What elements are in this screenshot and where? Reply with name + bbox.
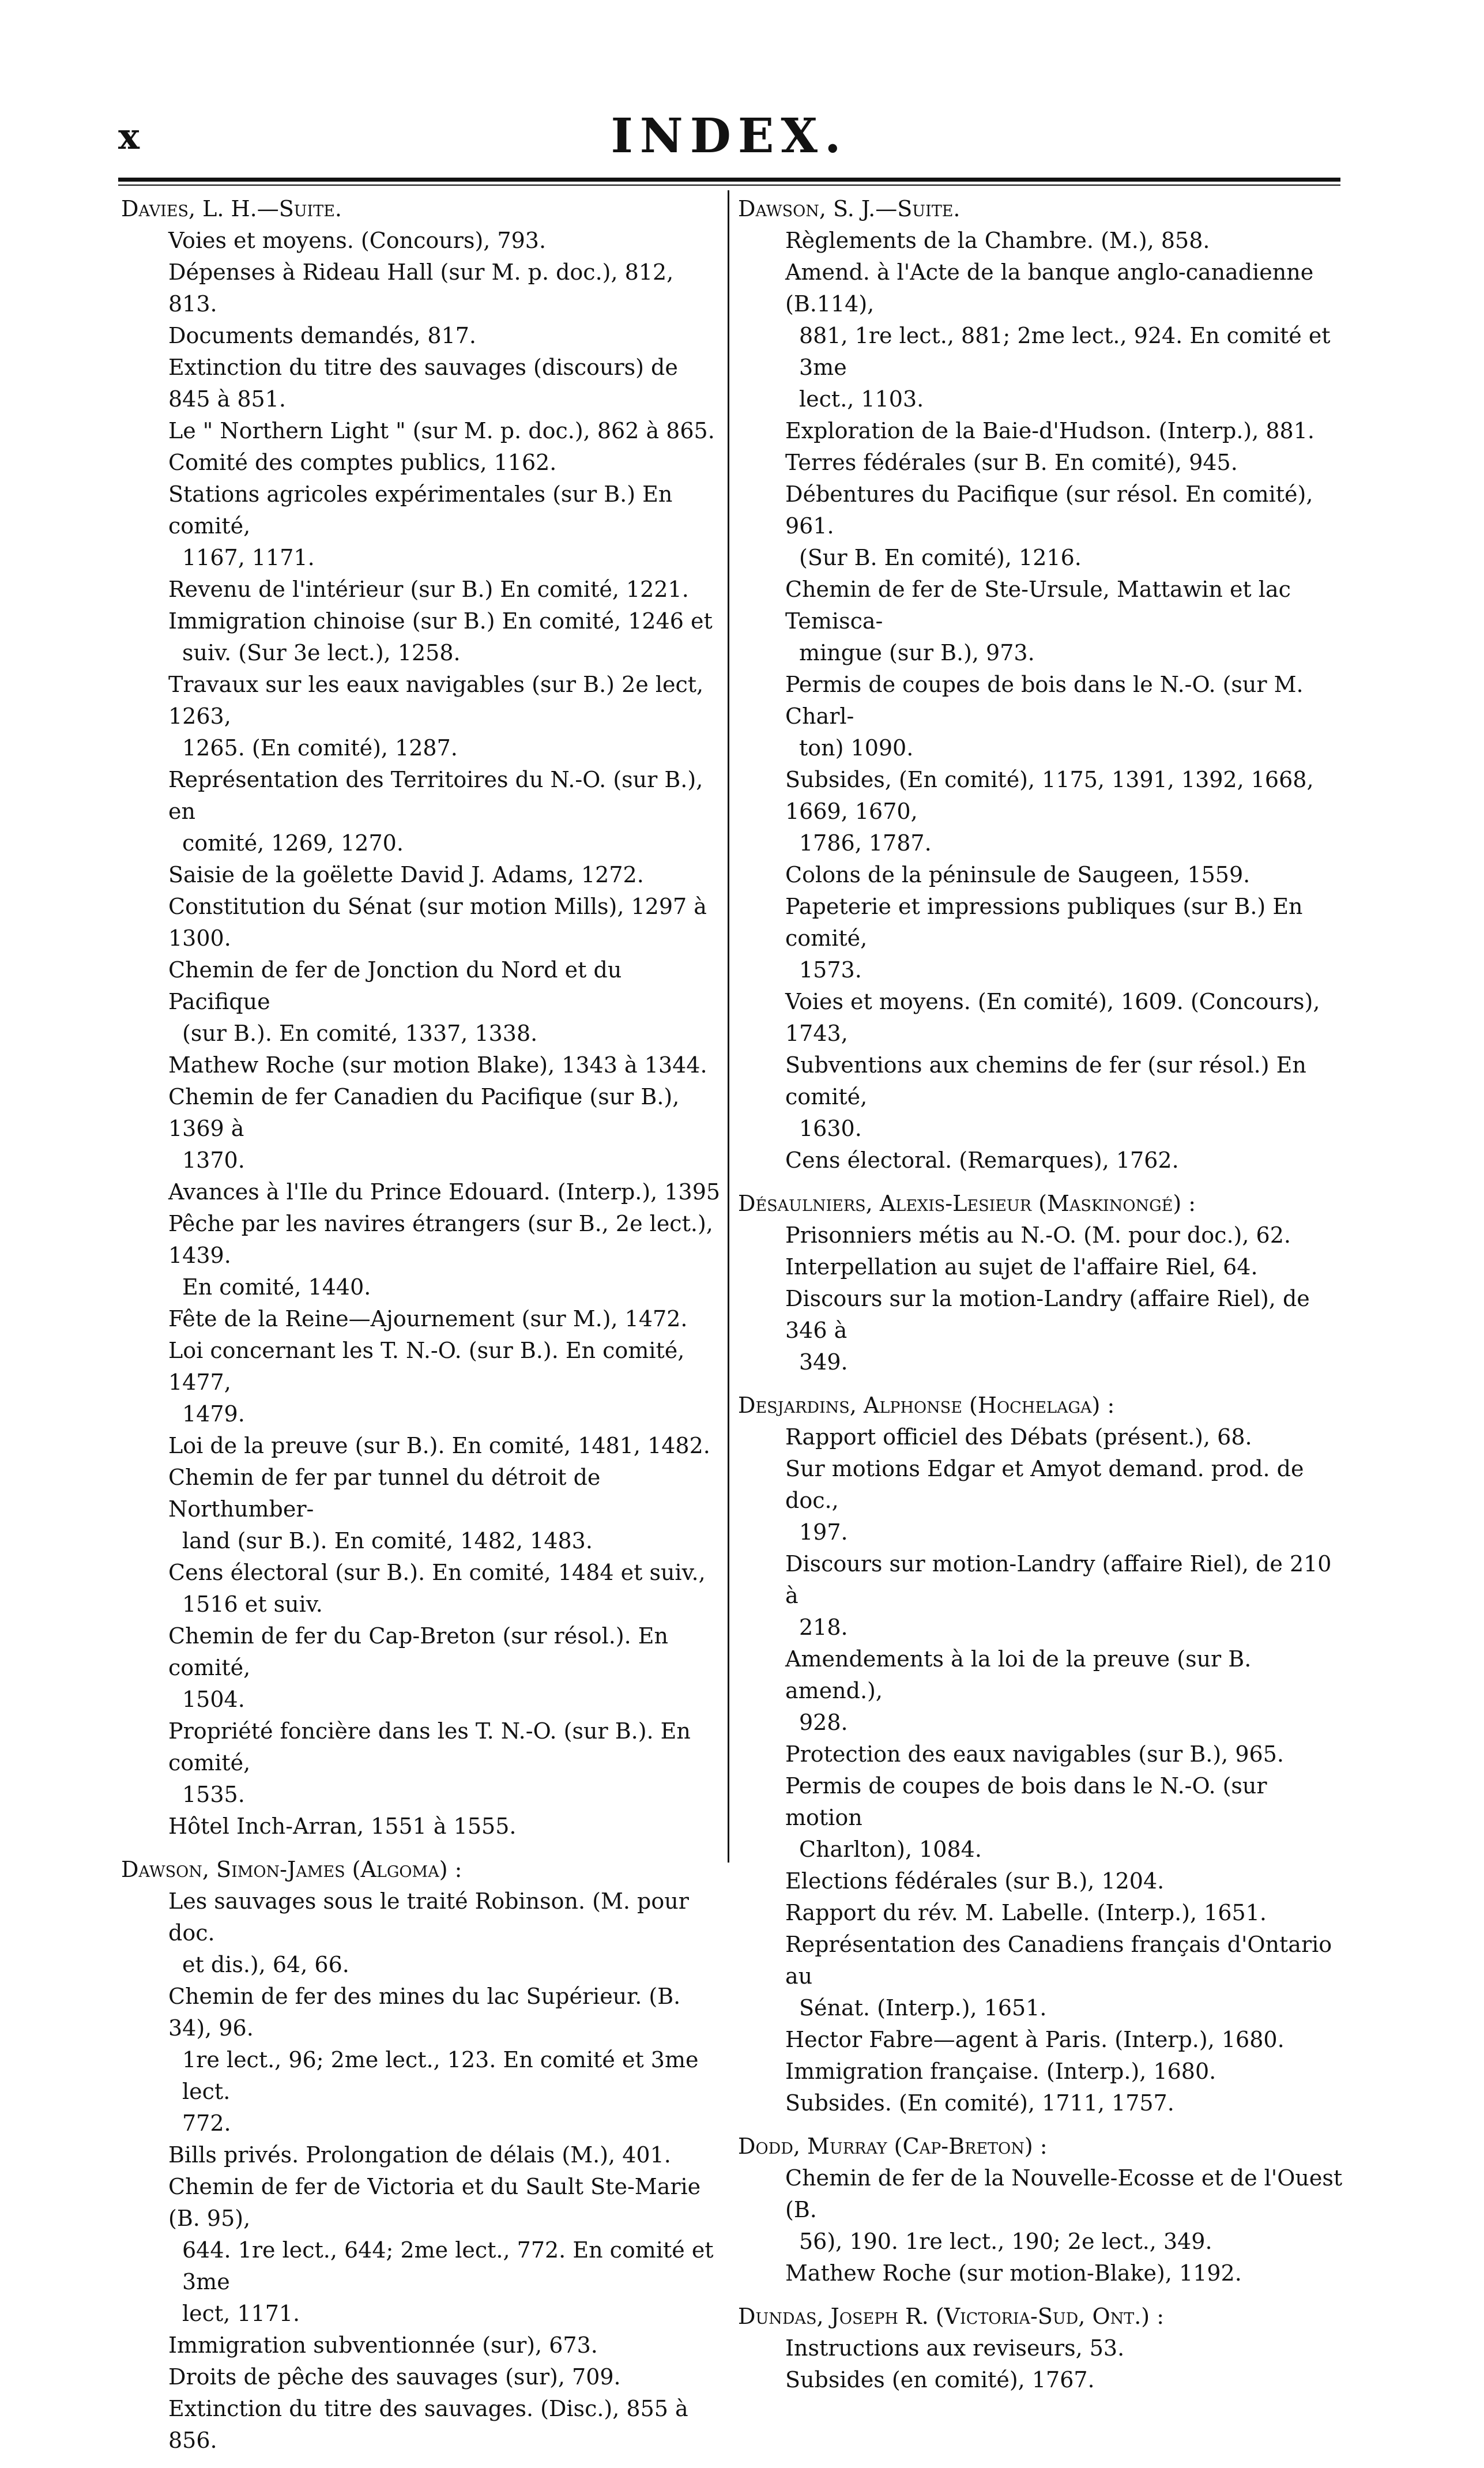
index-subentry-line: Documents demandés, 817. [168, 323, 477, 348]
index-subentry-line: Fête de la Reine—Ajournement (sur M.), 1472. [168, 1306, 688, 1331]
index-subentry-line: 644. 1re lect., 644; 2me lect., 772. En comité et 3me [182, 2237, 714, 2294]
index-subentry-line: Règlements de la Chambre. (M.), 858. [785, 228, 1210, 253]
index-subentry-line: Dépenses à Rideau Hall (sur M. p. doc.), 812, 813. [168, 259, 674, 317]
index-subentry-line: 1504. [182, 1687, 245, 1712]
index-subentry-line: En comité, 1440. [182, 1274, 371, 1300]
index-subentry-line: 197. [799, 1519, 848, 1545]
index-subentry [121, 1462, 721, 1557]
index-entry-heading: Davies, L. H.—Suite. [121, 196, 342, 221]
index-subentry [121, 225, 721, 257]
index-subentry [121, 1303, 721, 1335]
index-subentry-line: Propriété foncière dans les T. N.-O. (sur B.). En comité, [168, 1718, 691, 1775]
index-subentry-line: Stations agricoles expérimentales (sur B.) En comité, [168, 481, 673, 539]
index-subentry-line: Avances à l'Ile du Prince Edouard. (Interp.), 1395 [168, 1179, 721, 1205]
index-subentry-line: Instructions aux reviseurs, 53. [785, 2335, 1125, 2361]
index-subentry-line: Protection des eaux navigables (sur B.), 965. [785, 1741, 1284, 1767]
index-subentry-line: 349. [799, 1349, 848, 1375]
index-subentry [121, 352, 721, 415]
index-subentry-line: Chemin de fer par tunnel du détroit de Northumber- [168, 1465, 601, 1522]
index-subentry-line: Extinction du titre des sauvages. (Disc.), 855 à 856. [168, 2396, 688, 2453]
index-subentry-line: Chemin de fer du Cap-Breton (sur résol.). En comité, [168, 1623, 669, 1680]
index-subentry [738, 1283, 1349, 1378]
index-subentry-line: Mathew Roche (sur motion Blake), 1343 à 1344. [168, 1052, 707, 1078]
index-subentry [738, 479, 1349, 574]
index-subentry [121, 605, 721, 669]
index-subentry [121, 2171, 721, 2330]
index-subentry-line: Droits de pêche des sauvages (sur), 709. [168, 2364, 621, 2390]
index-subentry [121, 2139, 721, 2171]
index-subentry-line: Cens électoral. (Remarques), 1762. [785, 1148, 1179, 1173]
index-subentry [738, 859, 1349, 891]
index-subentry [121, 954, 721, 1049]
index-subentry-line: 218. [799, 1615, 848, 1640]
index-subentry [738, 2024, 1349, 2056]
index-entry [121, 193, 721, 1842]
index-subentry [738, 2258, 1349, 2289]
index-subentry-line: 1265. (En comité), 1287. [182, 735, 458, 761]
index-subentry [738, 1929, 1349, 2024]
index-entry-heading: Dodd, Murray (Cap-Breton) : [738, 2134, 1048, 2159]
index-subentry-line: 772. [182, 2110, 231, 2136]
index-subentry [121, 415, 721, 447]
index-subentry-line: Revenu de l'intérieur (sur B.) En comité, 1221. [168, 577, 689, 602]
index-subentry-line: Constitution du Sénat (sur motion Mills), 1297 à 1300. [168, 894, 707, 951]
page-number: x [118, 115, 140, 157]
index-subentry [121, 320, 721, 352]
index-subentry [121, 1620, 721, 1715]
index-entry [738, 2131, 1349, 2289]
index-subentry-line: 1786, 1787. [799, 830, 932, 856]
index-subentry-line: 881, 1re lect., 881; 2me lect., 924. En comité et 3me [799, 323, 1331, 380]
index-subentry-line: 1re lect., 96; 2me lect., 123. En comité et 3me lect. [182, 2047, 699, 2104]
index-entry-heading: Désaulniers, Alexis-Lesieur (Maskinongé) : [738, 1191, 1196, 1216]
index-subentry-line: Représentation des Territoires du N.-O. (sur B.), en [168, 767, 703, 824]
index-subentry [121, 2361, 721, 2393]
index-subentry-line: 56), 190. 1re lect., 190; 2e lect., 349. [799, 2229, 1212, 2254]
index-subentry-line: Voies et moyens. (Concours), 793. [168, 228, 547, 253]
index-subentry-line: (Sur B. En comité), 1216. [799, 545, 1082, 570]
index-subentry [738, 2056, 1349, 2087]
index-subentry [121, 1715, 721, 1811]
index-subentry-line: 928. [799, 1710, 848, 1735]
index-subentry [121, 1981, 721, 2139]
index-subentry-line: Le " Northern Light " (sur M. p. doc.), 862 à 865. [168, 418, 715, 443]
index-subentry-line: Rapport officiel des Débats (présent.), 68. [785, 1424, 1252, 1450]
index-subentry-line: 1370. [182, 1148, 245, 1173]
index-subentry-line: Chemin de fer de Ste-Ursule, Mattawin et lac Temisca- [785, 577, 1291, 634]
index-subentry [738, 764, 1349, 859]
right-column [738, 193, 1349, 2407]
index-entry [738, 193, 1349, 1176]
index-subentry-line: 1516 et suiv. [182, 1592, 323, 1617]
index-subentry-line: Amend. à l'Acte de la banque anglo-canadienne (B.114), [785, 259, 1314, 317]
index-entry-heading: Dundas, Joseph R. (Victoria-Sud, Ont.) : [738, 2304, 1165, 2329]
index-subentry-line: Sénat. (Interp.), 1651. [799, 1995, 1047, 2021]
index-subentry-line: Rapport du rév. M. Labelle. (Interp.), 1651. [785, 1900, 1267, 1925]
index-entry [738, 1390, 1349, 2119]
index-subentry [121, 1811, 721, 1842]
index-subentry-line: 1479. [182, 1401, 245, 1427]
index-subentry-line: Chemin de fer de Victoria et du Sault Ste-Marie (B. 95), [168, 2174, 701, 2231]
index-subentry-line: Saisie de la goëlette David J. Adams, 1272. [168, 862, 644, 887]
index-subentry-line: Extinction du titre des sauvages (discours) de 845 à 851. [168, 355, 678, 412]
index-subentry-line: Exploration de la Baie-d'Hudson. (Interp.), 881. [785, 418, 1314, 443]
index-subentry [121, 669, 721, 764]
index-subentry-line: Interpellation au sujet de l'affaire Riel, 64. [785, 1254, 1258, 1280]
index-subentry [738, 1865, 1349, 1897]
index-subentry-line: Débentures du Pacifique (sur résol. En comité), 961. [785, 481, 1313, 539]
index-subentry [738, 1739, 1349, 1770]
index-entry-heading: Dawson, Simon-James (Algoma) : [121, 1857, 462, 1882]
index-subentry-line: Immigration chinoise (sur B.) En comité, 1246 et [168, 608, 713, 634]
index-subentry-line: Voies et moyens. (En comité), 1609. (Concours), 1743, [785, 989, 1320, 1046]
index-subentry [121, 1886, 721, 1981]
index-subentry [121, 1557, 721, 1620]
index-subentry-line: Hector Fabre—agent à Paris. (Interp.), 1680. [785, 2027, 1285, 2052]
index-subentry [738, 257, 1349, 415]
index-subentry [738, 1770, 1349, 1865]
header-rule-thin [118, 185, 1340, 186]
index-subentry [738, 1643, 1349, 1739]
index-subentry-line: Bills privés. Prolongation de délais (M.), 401. [168, 2142, 671, 2168]
index-subentry-line: Subventions aux chemins de fer (sur résol.) En comité, [785, 1052, 1306, 1109]
index-subentry [738, 1548, 1349, 1643]
index-subentry-line: Mathew Roche (sur motion-Blake), 1192. [785, 2260, 1242, 2286]
index-subentry-line: Pêche par les navires étrangers (sur B., 2e lect.), 1439. [168, 1211, 713, 1268]
index-subentry-line: Chemin de fer Canadien du Pacifique (sur B.), 1369 à [168, 1084, 680, 1141]
index-subentry [121, 1049, 721, 1081]
index-subentry-line: Terres fédérales (sur B. En comité), 945. [785, 450, 1238, 475]
index-subentry [121, 447, 721, 479]
index-subentry [738, 1251, 1349, 1283]
index-subentry-line: Subsides. (En comité), 1711, 1757. [785, 2090, 1174, 2116]
index-subentry [121, 574, 721, 605]
index-subentry-line: Charlton), 1084. [799, 1837, 982, 1862]
index-subentry-line: suiv. (Sur 3e lect.), 1258. [182, 640, 461, 665]
index-subentry-line: 1167, 1171. [182, 545, 315, 570]
index-subentry-line: Les sauvages sous le traité Robinson. (M. pour doc. [168, 1888, 689, 1946]
index-subentry-line: ton) 1090. [799, 735, 914, 761]
index-subentry [121, 2330, 721, 2361]
index-subentry-line: Papeterie et impressions publiques (sur B.) En comité, [785, 894, 1303, 951]
column-divider [728, 190, 729, 1863]
index-subentry-line: Permis de coupes de bois dans le N.-O. (sur M. Charl- [785, 672, 1304, 729]
index-subentry [738, 891, 1349, 986]
index-subentry-line: Colons de la péninsule de Saugeen, 1559. [785, 862, 1251, 887]
page-title: INDEX. [611, 108, 848, 164]
page-header [118, 98, 1340, 185]
index-subentry [738, 1220, 1349, 1251]
index-subentry [738, 2087, 1349, 2119]
index-subentry-line: Chemin de fer de la Nouvelle-Ecosse et de l'Ouest (B. [785, 2165, 1343, 2222]
index-subentry [738, 2332, 1349, 2364]
index-subentry-line: Discours sur motion-Landry (affaire Riel), de 210 à [785, 1551, 1332, 1608]
index-subentry-line: Chemin de fer de Jonction du Nord et du Pacifique [168, 957, 622, 1014]
index-subentry [738, 669, 1349, 764]
index-subentry [738, 415, 1349, 447]
index-subentry-line: Représentation des Canadiens français d'Ontario au [785, 1932, 1332, 1989]
index-subentry [121, 257, 721, 320]
index-subentry-line: Elections fédérales (sur B.), 1204. [785, 1868, 1165, 1894]
index-subentry-line: 1630. [799, 1116, 862, 1141]
index-subentry [121, 479, 721, 574]
index-subentry-line: 1535. [182, 1782, 245, 1807]
index-subentry [738, 1453, 1349, 1548]
index-subentry [121, 1081, 721, 1176]
index-subentry-line: Discours sur la motion-Landry (affaire Riel), de 346 à [785, 1286, 1310, 1343]
index-subentry [121, 764, 721, 859]
index-subentry-line: Loi concernant les T. N.-O. (sur B.). En comité, 1477, [168, 1338, 685, 1395]
index-subentry-line: (sur B.). En comité, 1337, 1338. [182, 1021, 538, 1046]
index-subentry-line: land (sur B.). En comité, 1482, 1483. [182, 1528, 593, 1553]
index-entry [121, 1854, 721, 2456]
index-subentry [738, 574, 1349, 669]
index-subentry [738, 986, 1349, 1049]
index-subentry-line: lect., 1103. [799, 386, 924, 412]
index-subentry-line: Comité des comptes publics, 1162. [168, 450, 557, 475]
index-subentry-line: Permis de coupes de bois dans le N.-O. (sur motion [785, 1773, 1267, 1830]
index-entry [738, 1188, 1349, 1378]
index-subentry-line: comité, 1269, 1270. [182, 830, 404, 856]
index-subentry [121, 859, 721, 891]
index-subentry-line: mingue (sur B.), 973. [799, 640, 1035, 665]
index-subentry-line: Cens électoral (sur B.). En comité, 1484 et suiv., [168, 1560, 706, 1585]
index-subentry [121, 2393, 721, 2456]
index-subentry [738, 1049, 1349, 1145]
index-subentry-line: Immigration subventionnée (sur), 673. [168, 2332, 598, 2358]
index-subentry [121, 1208, 721, 1303]
index-subentry [121, 1176, 721, 1208]
index-subentry-line: Hôtel Inch-Arran, 1551 à 1555. [168, 1814, 517, 1839]
index-subentry [121, 891, 721, 954]
index-subentry-line: 1573. [799, 957, 862, 983]
index-subentry [738, 2162, 1349, 2258]
index-subentry-line: Sur motions Edgar et Amyot demand. prod. de doc., [785, 1456, 1304, 1513]
index-subentry [738, 225, 1349, 257]
index-subentry [738, 1145, 1349, 1176]
index-subentry-line: Subsides, (En comité), 1175, 1391, 1392, 1668, 1669, 1670, [785, 767, 1314, 824]
index-subentry-line: et dis.), 64, 66. [182, 1952, 349, 1977]
index-subentry [738, 1897, 1349, 1929]
index-subentry [738, 2364, 1349, 2396]
header-rule-thick [118, 178, 1340, 182]
index-subentry-line: lect, 1171. [182, 2301, 300, 2326]
index-entry-heading: Desjardins, Alphonse (Hochelaga) : [738, 1393, 1115, 1418]
left-column [121, 193, 721, 2468]
index-subentry [121, 1335, 721, 1430]
index-subentry [121, 1430, 721, 1462]
index-subentry-line: Chemin de fer des mines du lac Supérieur. (B. 34), 96. [168, 1984, 681, 2041]
index-entry [738, 2301, 1349, 2396]
index-subentry-line: Travaux sur les eaux navigables (sur B.) 2e lect, 1263, [168, 672, 704, 729]
index-subentry-line: Loi de la preuve (sur B.). En comité, 1481, 1482. [168, 1433, 710, 1458]
index-subentry-line: Immigration française. (Interp.), 1680. [785, 2059, 1216, 2084]
index-entry-heading: Dawson, S. J.—Suite. [738, 196, 961, 221]
index-subentry-line: Prisonniers métis au N.-O. (M. pour doc.), 62. [785, 1222, 1291, 1248]
index-subentry-line: Amendements à la loi de la preuve (sur B. amend.), [785, 1646, 1252, 1703]
index-subentry [738, 447, 1349, 479]
index-subentry-line: Subsides (en comité), 1767. [785, 2367, 1095, 2392]
index-subentry [738, 1421, 1349, 1453]
